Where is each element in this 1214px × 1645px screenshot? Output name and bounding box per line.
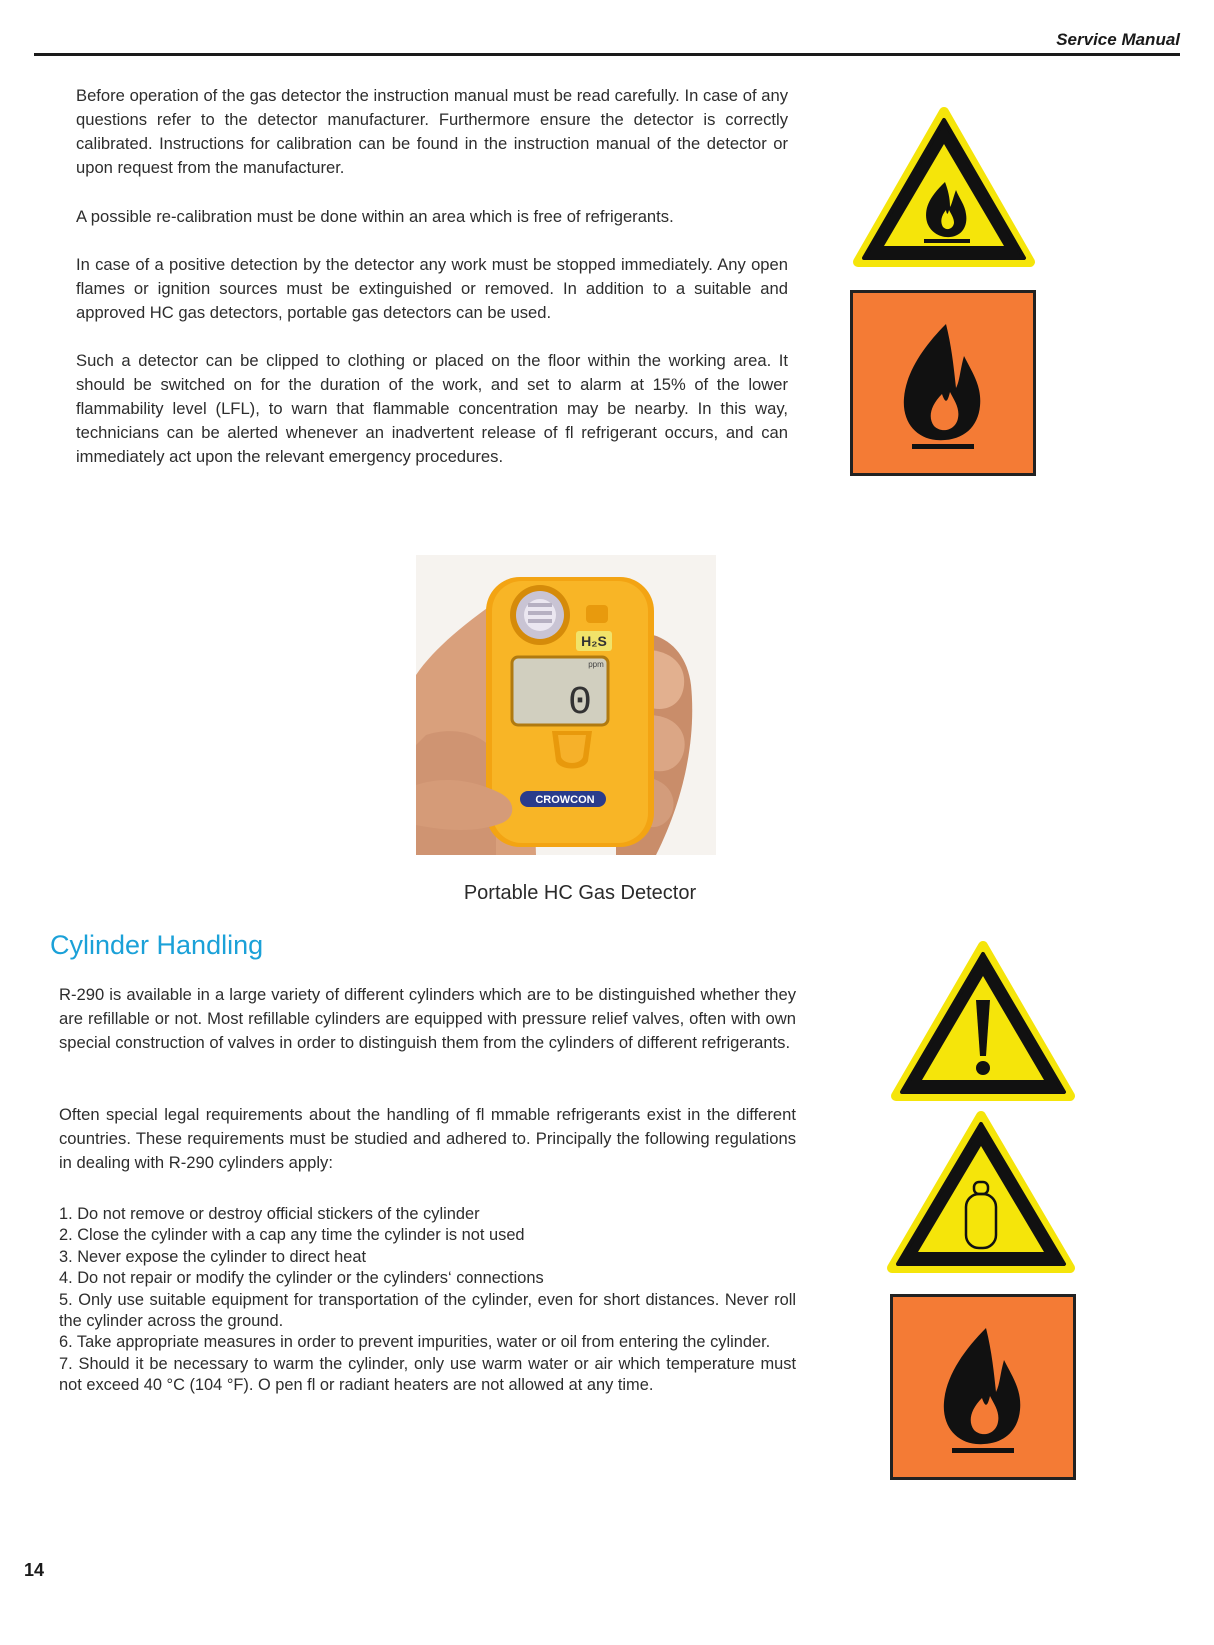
detection-paragraph-4: Such a detector can be clipped to clothing or placed on the floor within the working area. It should be switched on for the duration of the work, and set to alarm at 15% of the lower flammability level (LFL), to warn that flammable concentration may be nearby. In this way, technicians can be alerted whenever an inadvertent release of fl refrigerant occurs, and can immediately act upon the relevant emergency procedures. [76,351,788,466]
section-title: Cylinder Handling [50,930,264,960]
device-brand: CROWCON [535,794,595,806]
cylinder-paragraph-1: R-290 is available in a large variety of different cylinders which are to be distinguished whether they are refillable or not. Most refillable cylinders are equipped with pressure relief valves, often with own special construction of valves in order to distinguish them from the cylinders of different refrigerants. [59,985,796,1052]
flammable-hazard-icon [890,1294,1076,1480]
gas-detector-photo [416,555,716,855]
detection-paragraph-3: In case of a positive detection by the detector any work must be stopped immediately. Any open flames or ignition sources must be extinguished or removed. In addition to a suitable and approved HC gas detectors, portable gas detectors can be used. [76,255,788,322]
list-item: 5. Only use suitable equipment for transportation of the cylinder, even for short distances. Never roll the cylinder across the ground. [59,1290,796,1331]
list-item: 4. Do not repair or modify the cylinder or the cylinders‘ connections [59,1269,544,1288]
header-rule [34,53,1180,56]
list-item: 1. Do not remove or destroy official stickers of the cylinder [59,1205,480,1223]
detection-paragraph-2: A possible re-calibration must be done within an area which is free of refrigerants. [76,207,674,226]
flammable-hazard-icon [850,290,1036,476]
page-number: 14 [24,1560,45,1580]
cylinder-paragraph-2: Often special legal requirements about the handling of fl mmable refrigerants exist in the different countries. These requirements must be studied and adhered to. Principally the following regulations in dealing with R-290 cylinders apply: [59,1105,796,1172]
list-item: 7. Should it be necessary to warm the cylinder, only use warm water or air which temperature must not exceed 40 °C (104 °F). O pen fl or radiant heaters are not allowed at any time. [59,1354,796,1395]
cylinder-rules-list [59,1204,796,1397]
device-display-unit: ppm [588,660,604,669]
flammable-warning-icon [852,106,1036,270]
header-title: Service Manual [1056,30,1180,49]
list-item: 2. Close the cylinder with a cap any time the cylinder is not used [59,1226,525,1245]
figure-caption: Portable HC Gas Detector [463,882,697,904]
general-warning-icon [890,940,1076,1104]
detection-paragraph-1: Before operation of the gas detector the instruction manual must be read carefully. In case of any questions refer to the detector manufacturer. Furthermore ensure the detector is correctly calibrated. Instructions for calibration can be found in the instruction manual of the detector or upon request from the manufacturer. [76,86,788,177]
device-gas-label: H₂S [581,633,607,649]
device-display-value: 0 [567,681,593,726]
gas-cylinder-warning-icon [886,1110,1076,1276]
list-item: 3. Never expose the cylinder to direct heat [59,1247,367,1266]
list-item: 6. Take appropriate measures in order to prevent impurities, water or oil from entering the cylinder. [59,1333,771,1352]
